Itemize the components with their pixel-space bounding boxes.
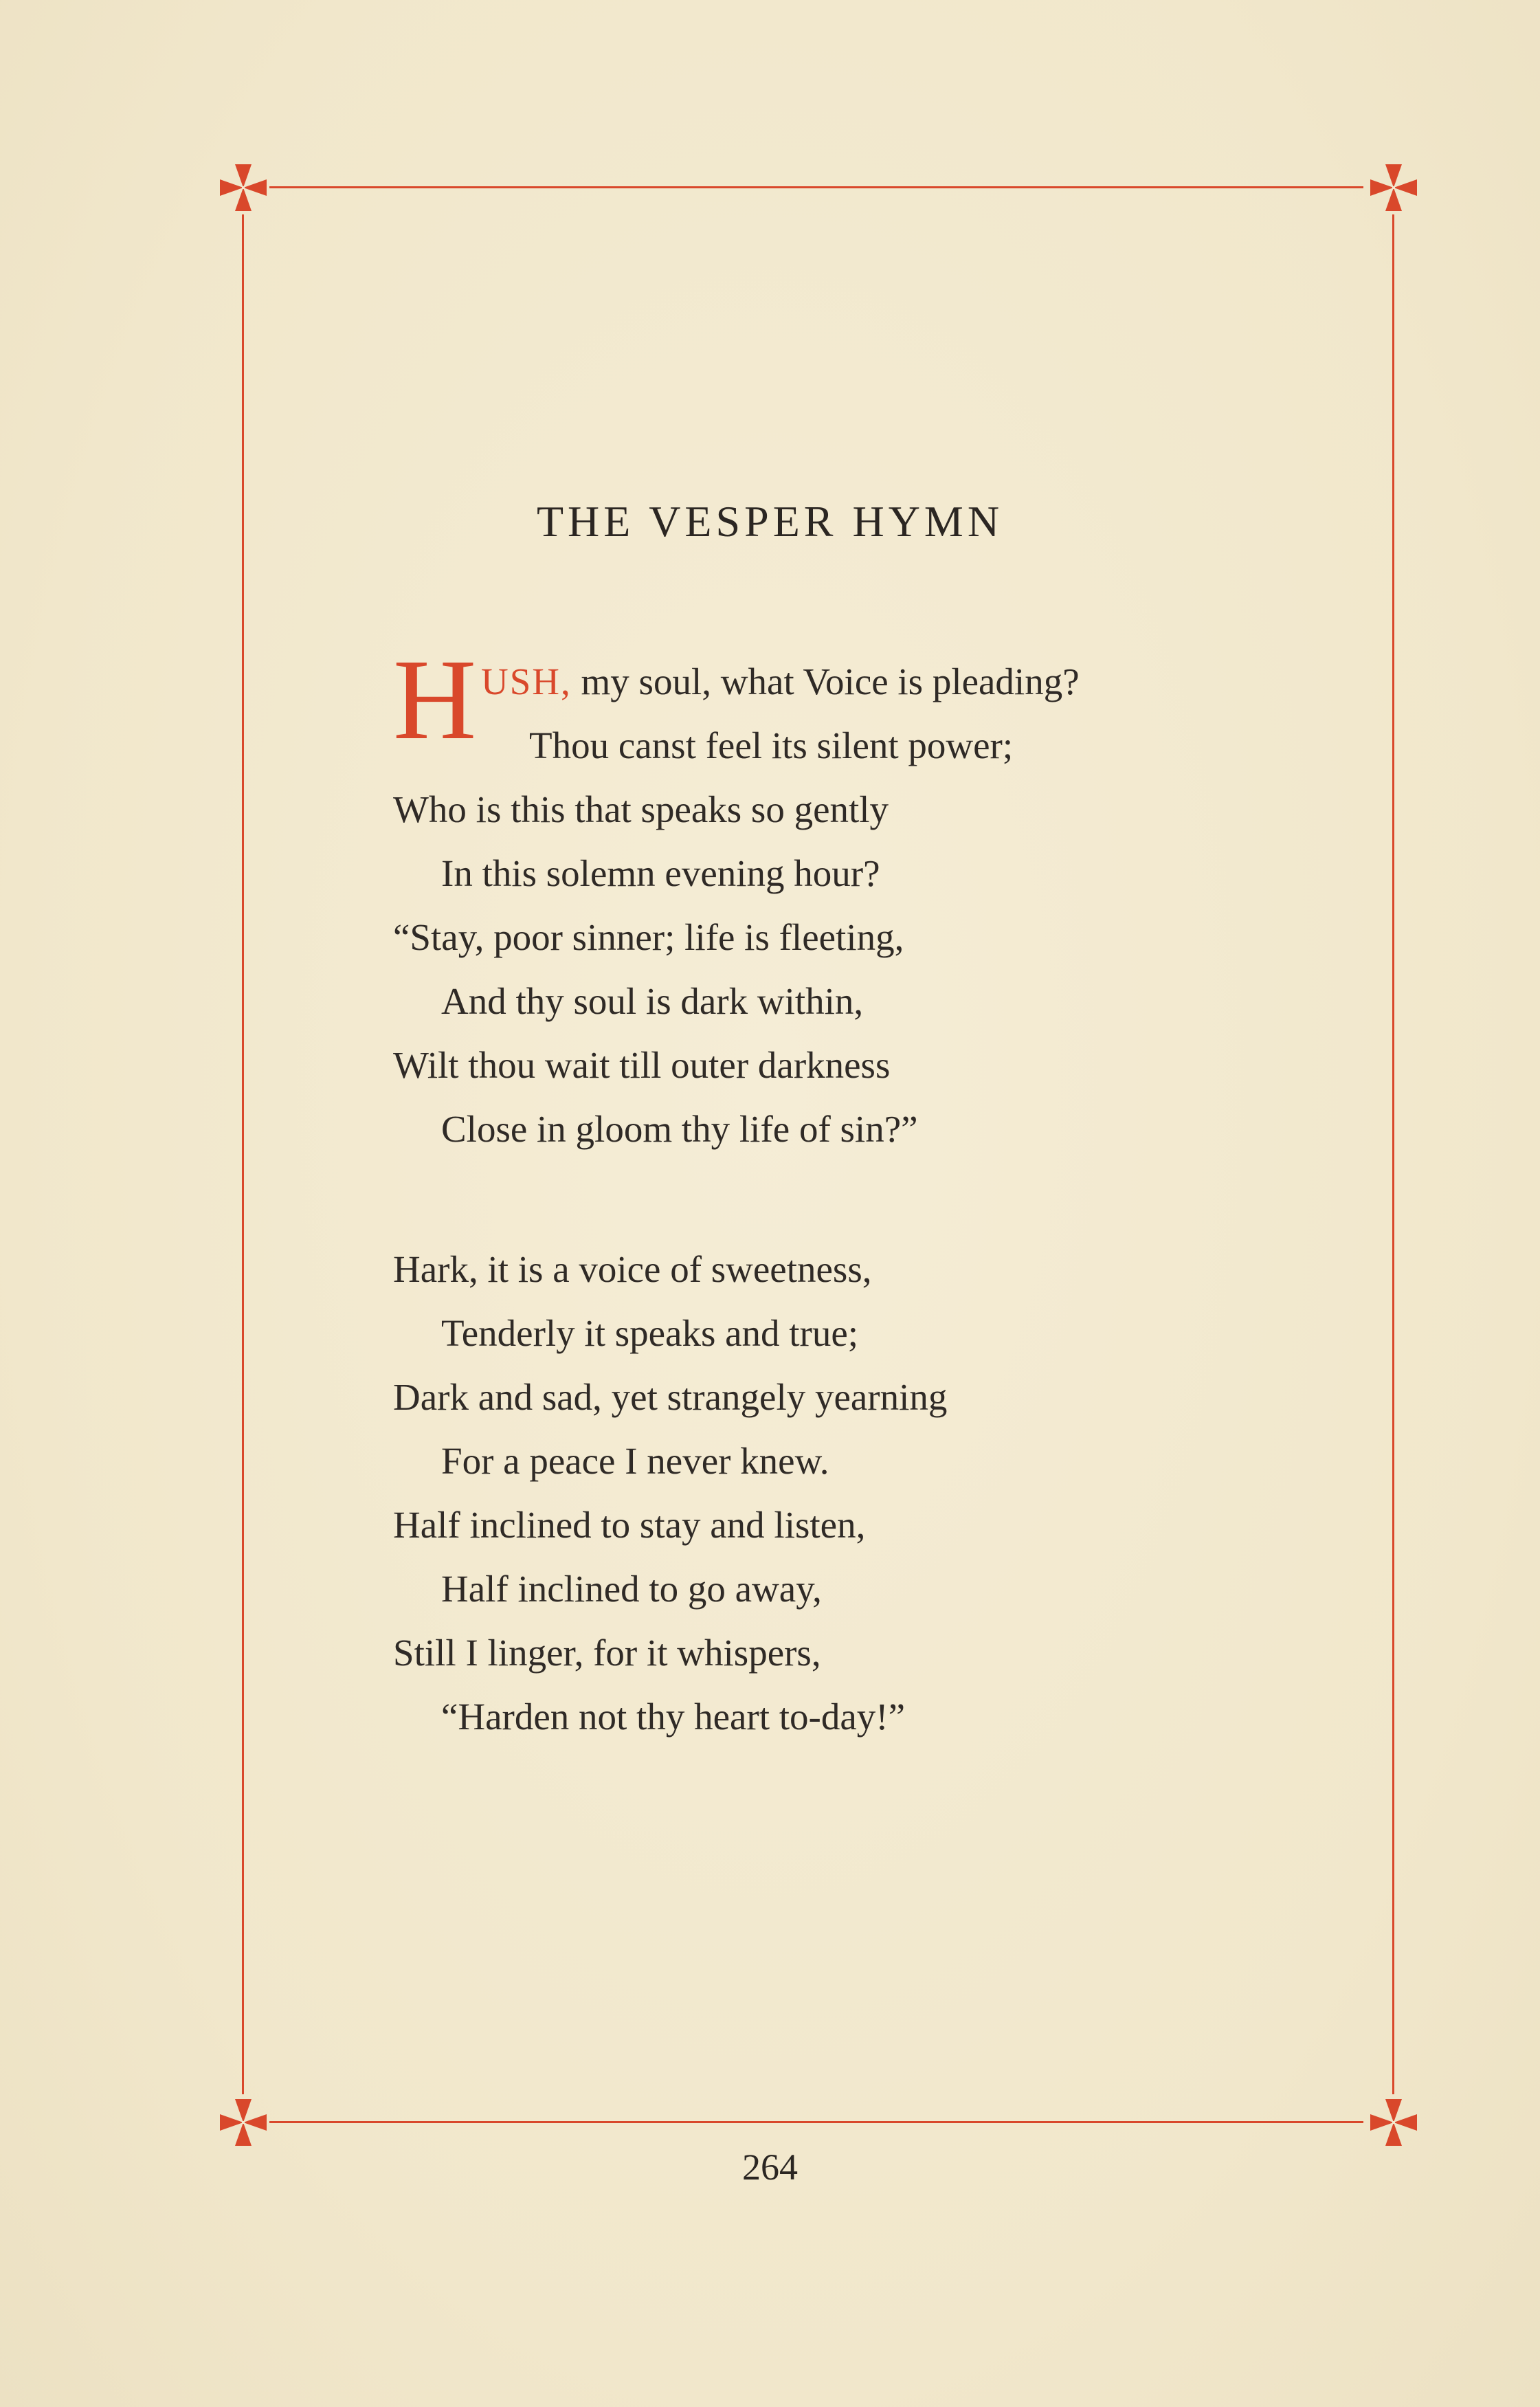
maltese-cross-icon: [216, 2095, 271, 2150]
maltese-cross-icon: [1366, 160, 1421, 215]
poem-line: In this solemn evening hour?: [441, 852, 880, 894]
poem-line: [393, 650, 1369, 713]
poem-line: Who is this that speaks so gently: [393, 788, 889, 830]
opening-word: USH,: [481, 661, 572, 702]
poem-line: Still I linger, for it whispers,: [393, 1632, 821, 1674]
poem-line: “Stay, poor sinner; life is fleeting,: [393, 916, 904, 958]
border-bottom-rule: [269, 2121, 1363, 2123]
maltese-cross-icon: [216, 160, 271, 215]
drop-cap: H: [393, 636, 477, 764]
poem-line-text: my soul, what Voice is pleading?: [571, 661, 1080, 702]
poem-line: Wilt thou wait till outer darkness: [393, 1044, 891, 1086]
poem-line: Close in gloom thy life of sin?”: [441, 1108, 918, 1150]
border-top-rule: [269, 186, 1363, 188]
poem-line: Tenderly it speaks and true;: [441, 1312, 859, 1354]
poem-line: Half inclined to go away,: [441, 1568, 822, 1610]
poem-line: Half inclined to stay and listen,: [393, 1504, 866, 1546]
page-number: 264: [742, 2147, 798, 2188]
poem-line: And thy soul is dark within,: [441, 980, 864, 1022]
poem-body: [393, 636, 1369, 1749]
poem-line: Thou canst feel its silent power;: [529, 724, 1014, 766]
poem-line: Hark, it is a voice of sweetness,: [393, 1248, 872, 1290]
stanza-break: [393, 1161, 1369, 1237]
poem-line: “Harden not thy heart to-day!”: [441, 1696, 905, 1738]
poem-line: For a peace I never knew.: [441, 1440, 829, 1482]
poem-title: THE VESPER HYMN: [536, 497, 1004, 546]
poem-line: Dark and sad, yet strangely yearning: [393, 1376, 948, 1418]
maltese-cross-icon: [1366, 2095, 1421, 2150]
